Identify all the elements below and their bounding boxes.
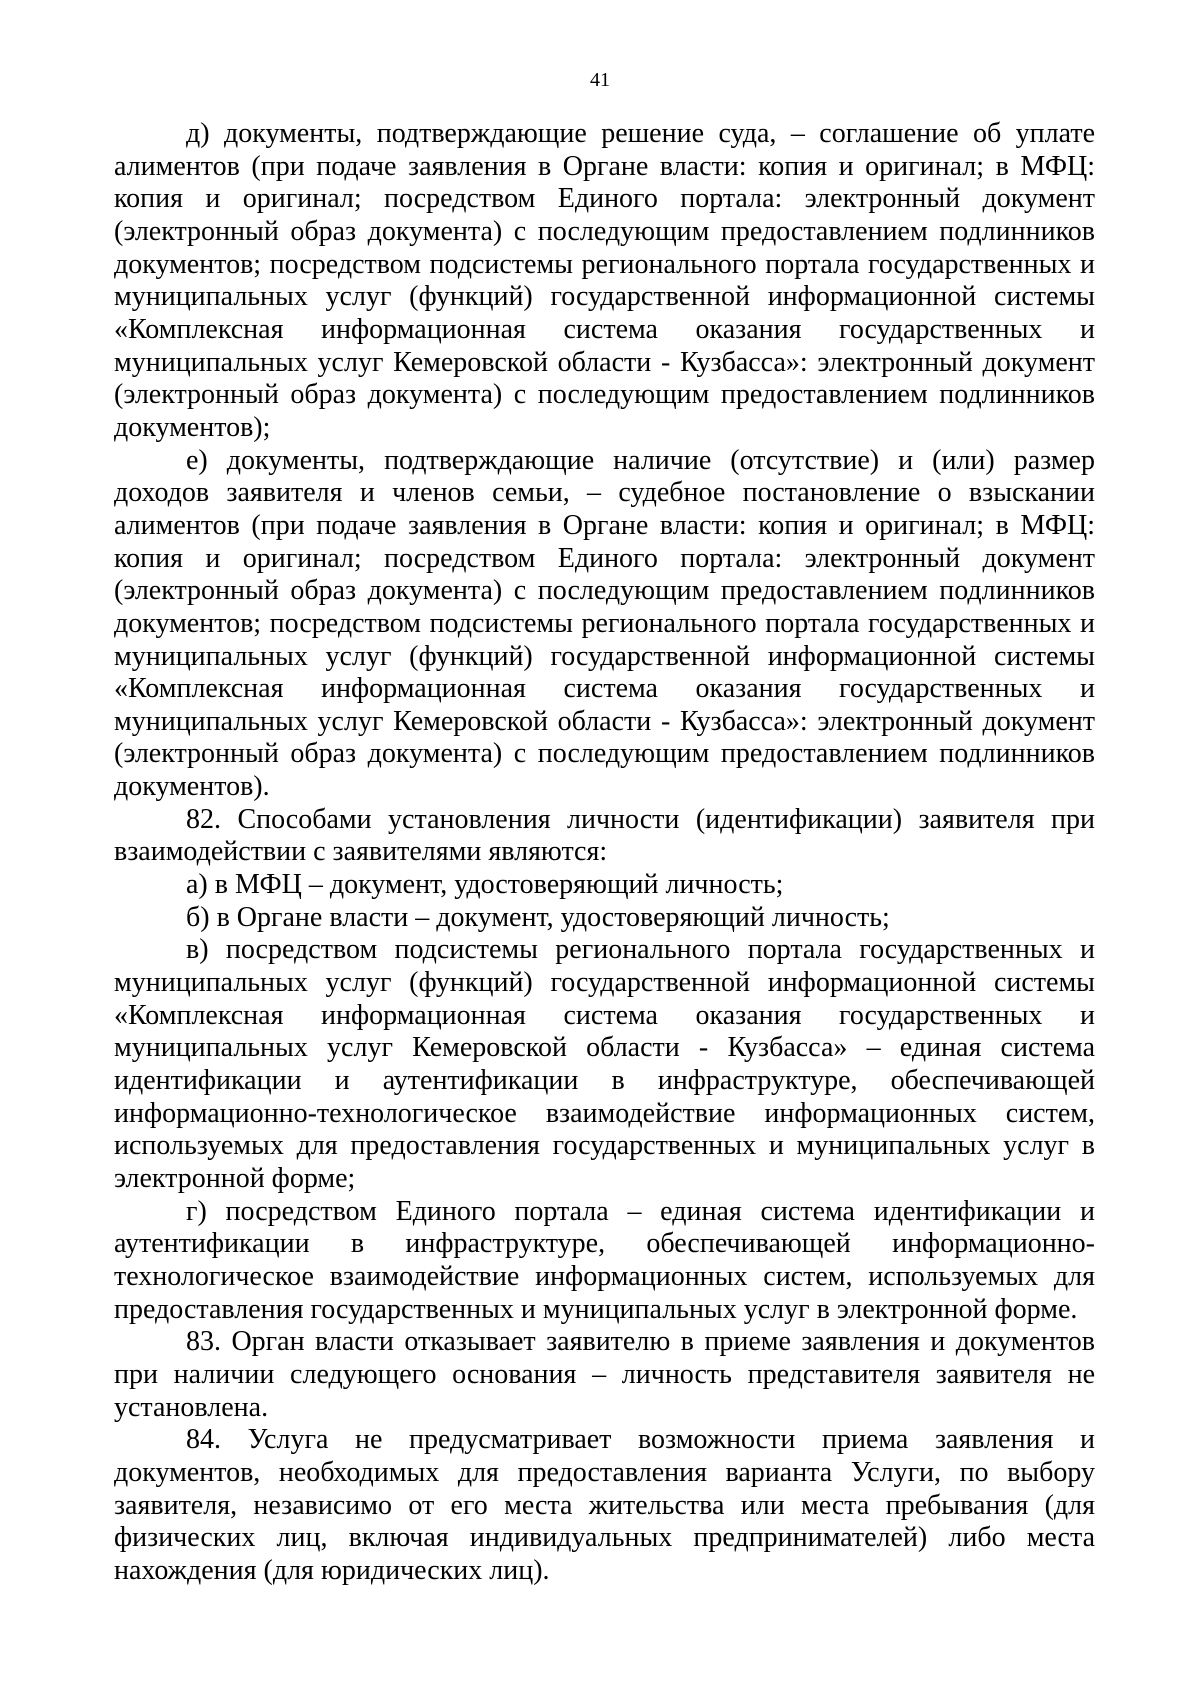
paragraph-84-extraterritorial: 84. Услуга не предусматривает возможности приема заявления и документов, необходимых для предоставления варианта Услуги, по выбору заявителя, независимо от его места жительства или места пребывания (для физических лиц, включая индивидуальных предпринимателей) либо места нахождения (для юридических лиц). xyxy=(114,1424,1095,1586)
paragraph-a-mfc: а) в МФЦ – документ, удостоверяющий личность; xyxy=(186,869,784,901)
paragraph-g-unified-portal: г) посредством Единого портала – единая система идентификации и аутентификации в инфраструктуре, обеспечивающей информационно-технологическое взаимодействие информационных систем, используемых для предоставления государственных и муниципальных услуг в электронной форме. xyxy=(114,1195,1095,1325)
paragraph-b-authority: б) в Органе власти – документ, удостоверяющий личность; xyxy=(186,901,890,933)
document-body xyxy=(114,118,1095,1588)
paragraph-d-court-documents: д) документы, подтверждающие решение суда, – соглашение об уплате алиментов (при подаче заявления в Органе власти: копия и оригинал; в МФЦ: копия и оригинал; посредством Единого портала: электронный документ (электронный образ документа) с последующим предоставлением подлинников документов; посредством подсистемы регионального портала государственных и муниципальных услуг (функций) государственной информационной системы «Комплексная информационная система оказания государственных и муниципальных услуг Кемеровской области - Кузбасса»: электронный документ (электронный образ документа) с последующим предоставлением подлинников документов); xyxy=(114,118,1095,443)
paragraph-v-regional-portal: в) посредством подсистемы регионального портала государственных и муниципальных услуг (функций) государственной информационной системы «Комплексная информационная система оказания государственных и муниципальных услуг Кемеровской области - Кузбасса» – единая система идентификации и аутентификации в инфраструктуре, обеспечивающей информационно-технологическое взаимодействие информационных систем, используемых для предоставления государственных и муниципальных услуг в электронной форме; xyxy=(114,934,1095,1194)
paragraph-83-refusal: 83. Орган власти отказывает заявителю в приеме заявления и документов при наличии следующего основания – личность представителя заявителя не установлена. xyxy=(114,1326,1095,1423)
paragraph-82-identification-methods: 82. Способами установления личности (идентификации) заявителя при взаимодействии с заявителями являются: xyxy=(114,803,1095,868)
paragraph-e-income-documents: е) документы, подтверждающие наличие (отсутствие) и (или) размер доходов заявителя и членов семьи, – судебное постановление о взыскании алиментов (при подаче заявления в Органе власти: копия и оригинал; в МФЦ: копия и оригинал; посредством Единого портала: электронный документ (электронный образ документа) с последующим предоставлением подлинников документов; посредством подсистемы регионального портала государственных и муниципальных услуг (функций) государственной информационной системы «Комплексная информационная система оказания государственных и муниципальных услуг Кемеровской области - Кузбасса»: электронный документ (электронный образ документа) с последующим предоставлением подлинников документов). xyxy=(114,444,1095,803)
page-number: 41 xyxy=(590,69,610,91)
